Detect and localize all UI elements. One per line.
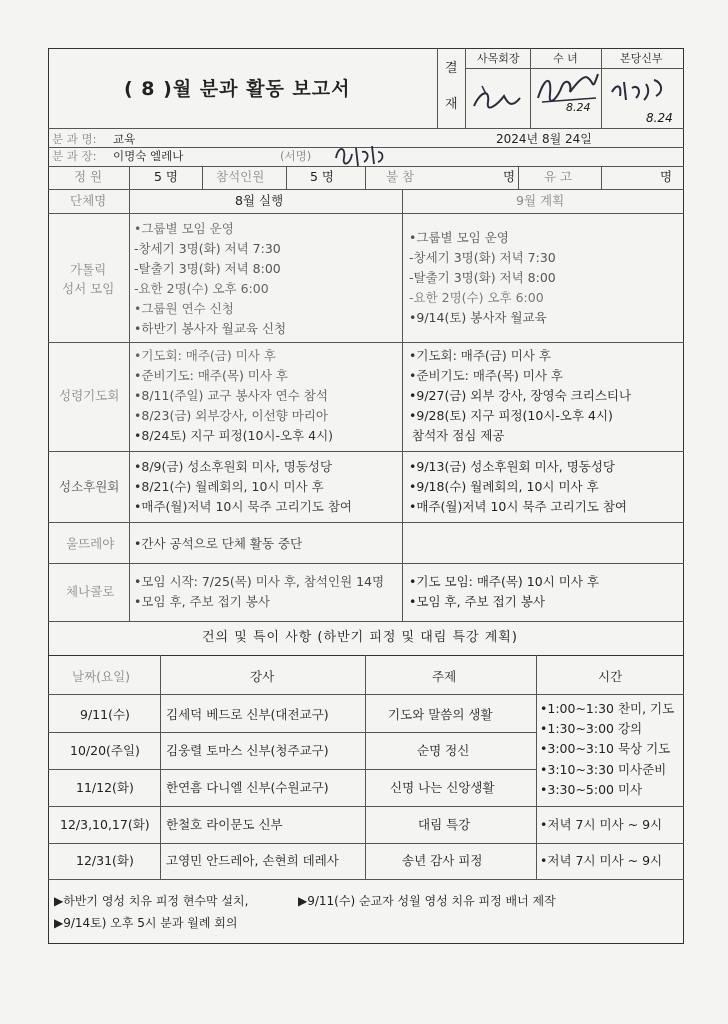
proposal-col-date: 날짜(요일) <box>72 669 131 684</box>
cenacolo-next-2: •모임 후, 주보 접기 봉사 <box>409 594 545 609</box>
bible-this-2: -창세기 3명(화) 저녁 7:30 <box>134 241 281 256</box>
col-this-month-header: 8월 실행 <box>235 193 284 208</box>
approval-label-top: 결 <box>445 61 458 76</box>
signature-sister <box>532 68 604 124</box>
proposal-col-time: 시간 <box>598 669 623 684</box>
proposal-col-topic: 주제 <box>432 669 457 684</box>
leader-label: 분 과 장: <box>52 149 97 163</box>
bible-next-5: •9/14(토) 봉사자 월교육 <box>409 310 547 325</box>
proposal-speaker-5: 고영민 안드레아, 손현희 데레사 <box>166 853 339 868</box>
vocation-next-3: •매주(월)저녁 10시 묵주 고리기도 참여 <box>409 499 627 514</box>
shared-time-4: •3:10~3:30 미사준비 <box>540 762 667 777</box>
approver-pastor: 본당신부 <box>620 52 663 65</box>
bible-next-3: -탈출기 3명(화) 저녁 8:00 <box>409 270 556 285</box>
signature-pastoral-council <box>468 74 530 124</box>
bible-this-6: •하반기 봉사자 월교육 신청 <box>134 321 287 336</box>
approval-label-bottom: 재 <box>445 97 458 112</box>
col-next-month-header: 9월 계획 <box>516 193 565 208</box>
proposal-date-2: 10/20(주일) <box>70 743 140 758</box>
signature-label: (서명) <box>280 149 312 163</box>
group-vocation: 성소후원회 <box>59 479 120 494</box>
bible-next-4: -요한 2명(수) 오후 6:00 <box>409 290 544 305</box>
sister-sign-date: 8.24 <box>566 101 591 114</box>
charis-this-3: •8/11(주일) 교구 봉사자 연수 참석 <box>134 388 328 403</box>
absent-unit: 명 <box>503 169 516 184</box>
charis-next-5: 참석자 점심 제공 <box>412 428 505 443</box>
charis-this-5: •8/24토) 지구 피정(10시-오후 4시) <box>134 428 334 443</box>
proposal-title: 건의 및 특이 사항 (하반기 피정 및 대림 특강 계획) <box>202 630 518 645</box>
report-title: ( 8 )월 분과 활동 보고서 <box>124 78 351 100</box>
vocation-next-1: •9/13(금) 성소후원회 미사, 명동성당 <box>409 459 615 474</box>
charis-next-3: •9/27(금) 외부 강사, 장영숙 크리스티나 <box>409 388 632 403</box>
bible-next-1: •그룹별 모임 운영 <box>409 230 509 245</box>
leader-name: 이명숙 엘레나 <box>113 149 184 163</box>
group-charismatic: 성령기도회 <box>59 388 120 403</box>
note-1: ▶하반기 영성 치유 피정 현수막 설치, <box>54 894 249 908</box>
bible-next-2: -창세기 3명(화) 저녁 7:30 <box>409 250 556 265</box>
approver-pastoral-council: 사목회장 <box>477 52 520 65</box>
department-name-label: 분 과 명: <box>52 132 97 146</box>
note-2: ▶9/11(수) 순교자 성월 영성 치유 피정 배너 제작 <box>298 894 556 908</box>
proposal-date-1: 9/11(수) <box>80 707 130 722</box>
vocation-next-2: •9/18(수) 월례회의, 10시 미사 후 <box>409 479 599 494</box>
report-date: 2024년 8월 24일 <box>496 132 592 146</box>
ultreya-this-1: •간사 공석으로 단체 활동 중단 <box>134 536 303 551</box>
proposal-topic-4: 대림 특강 <box>418 817 471 832</box>
vocation-this-1: •8/9(금) 성소후원회 미사, 명동성당 <box>134 459 333 474</box>
attendees-count: 5 명 <box>310 169 335 184</box>
bible-this-1: •그룹별 모임 운영 <box>134 221 234 236</box>
proposal-col-speaker: 강사 <box>250 669 275 684</box>
vocation-this-3: •매주(월)저녁 10시 묵주 고리기도 참여 <box>134 499 352 514</box>
group-bible-line1: 가톨릭 <box>70 262 107 277</box>
proposal-date-5: 12/31(화) <box>76 853 134 868</box>
excused-unit: 명 <box>660 169 673 184</box>
proposal-date-3: 11/12(화) <box>76 780 134 795</box>
proposal-topic-1: 기도와 말씀의 생활 <box>388 707 493 722</box>
charis-next-4: •9/28(토) 지구 피정(10시-오후 4시) <box>409 408 613 423</box>
proposal-speaker-1: 김세덕 베드로 신부(대전교구) <box>166 707 329 722</box>
leader-signature <box>330 140 390 172</box>
bible-this-3: -탈출기 3명(화) 저녁 8:00 <box>134 261 281 276</box>
absent-label: 불 참 <box>386 169 415 184</box>
attendees-label: 참석인원 <box>216 169 265 184</box>
proposal-topic-3: 신명 나는 신앙생활 <box>390 780 495 795</box>
col-group-header: 단체명 <box>70 193 107 208</box>
charis-this-4: •8/23(금) 외부강사, 이선향 마리아 <box>134 408 328 423</box>
cenacolo-next-1: •기도 모임: 매주(목) 10시 미사 후 <box>409 574 599 589</box>
excused-label: 유 고 <box>544 169 573 184</box>
proposal-topic-2: 순명 정신 <box>417 743 470 758</box>
group-cenacolo: 체나콜로 <box>66 584 115 599</box>
charis-next-2: •준비기도: 매주(목) 미사 후 <box>409 368 564 383</box>
approver-sister: 수 녀 <box>553 52 578 65</box>
charis-this-1: •기도회: 매주(금) 미사 후 <box>134 348 276 363</box>
members-label: 정 원 <box>74 169 103 184</box>
proposal-date-4: 12/3,10,17(화) <box>60 817 150 832</box>
note-3: ▶9/14토) 오후 5시 분과 월례 회의 <box>54 916 238 930</box>
shared-time-1: •1:00~1:30 찬미, 기도 <box>540 701 675 716</box>
proposal-time-5: •저녁 7시 미사 ~ 9시 <box>540 853 663 868</box>
bible-this-5: •그룹원 연수 신청 <box>134 301 234 316</box>
bible-this-4: -요한 2명(수) 오후 6:00 <box>134 281 269 296</box>
charis-this-2: •준비기도: 매주(목) 미사 후 <box>134 368 289 383</box>
vocation-this-2: •8/21(수) 월례회의, 10시 미사 후 <box>134 479 324 494</box>
proposal-speaker-2: 김웅렬 토마스 신부(청주교구) <box>166 743 329 758</box>
proposal-speaker-4: 한철호 라이문도 신부 <box>166 817 283 832</box>
cenacolo-this-2: •모임 후, 주보 접기 봉사 <box>134 594 270 609</box>
charis-next-1: •기도회: 매주(금) 미사 후 <box>409 348 551 363</box>
proposal-speaker-3: 한연흠 다니엘 신부(수원교구) <box>166 780 329 795</box>
proposal-topic-5: 송년 감사 피정 <box>402 853 483 868</box>
cenacolo-this-1: •모임 시작: 7/25(목) 미사 후, 참석인원 14명 <box>134 574 385 589</box>
pastor-sign-date: 8.24 <box>646 111 673 125</box>
page-border <box>48 48 684 944</box>
proposal-time-4: •저녁 7시 미사 ~ 9시 <box>540 817 663 832</box>
members-count: 5 명 <box>154 169 179 184</box>
shared-time-5: •3:30~5:00 미사 <box>540 782 643 797</box>
department-name: 교육 <box>113 132 136 146</box>
group-bible-line2: 성서 모임 <box>62 281 115 296</box>
group-ultreya: 울뜨레야 <box>66 536 115 551</box>
shared-time-3: •3:00~3:10 묵상 기도 <box>540 741 671 756</box>
shared-time-2: •1:30~3:00 강의 <box>540 721 643 736</box>
